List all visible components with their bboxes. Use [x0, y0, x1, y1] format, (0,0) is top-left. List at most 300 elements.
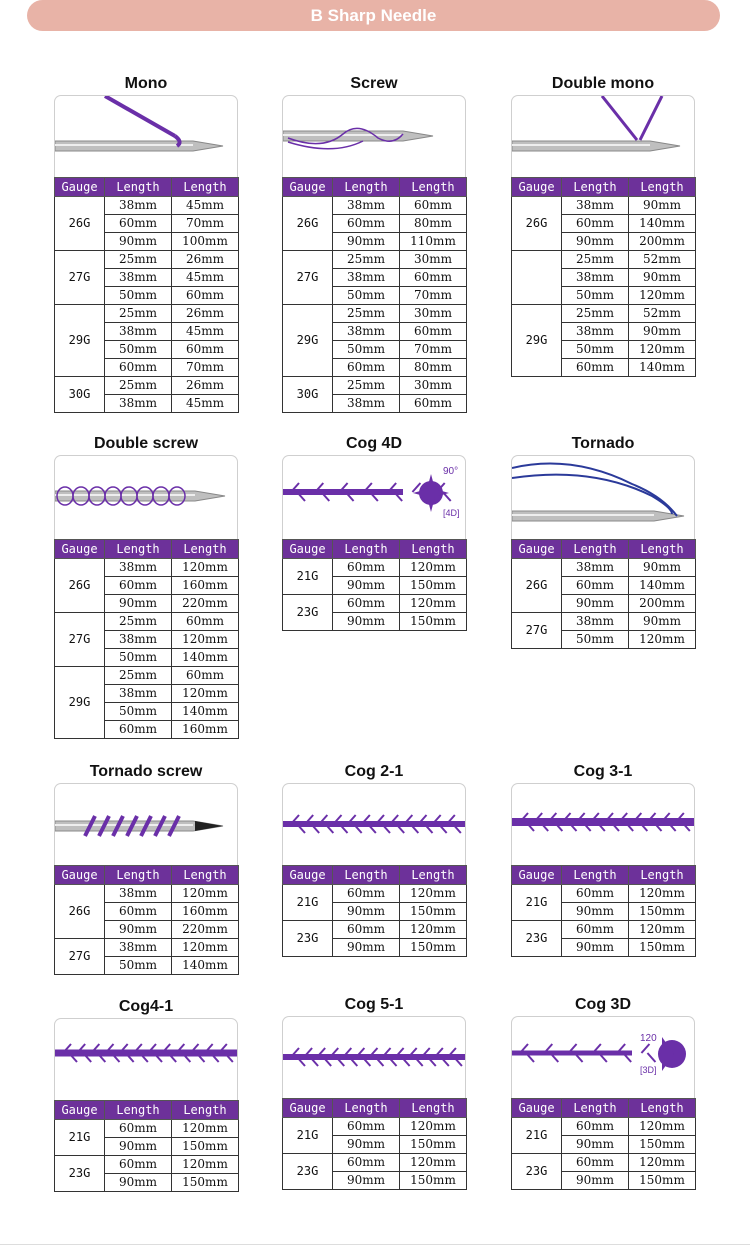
gauge-cell: 21G: [283, 559, 333, 595]
table-row: [512, 305, 696, 323]
length-cell: 140mm: [629, 577, 696, 595]
length-cell: 60mm: [105, 359, 172, 377]
screw-needle-image: [282, 95, 466, 177]
header-cell: Length: [629, 178, 696, 197]
length-cell: 25mm: [562, 305, 629, 323]
gauge-cell: 27G: [283, 251, 333, 305]
length-cell: 90mm: [629, 613, 696, 631]
length-cell: 70mm: [172, 359, 239, 377]
header-cell: Gauge: [55, 178, 105, 197]
gauge-cell: 29G: [55, 305, 105, 377]
length-cell: 120mm: [172, 1120, 239, 1138]
table-row: [512, 1118, 696, 1136]
length-cell: 60mm: [105, 1156, 172, 1174]
header-cell: Length: [562, 540, 629, 559]
gauge-cell: 27G: [55, 939, 105, 975]
table-row: [283, 921, 467, 939]
length-cell: 50mm: [105, 703, 172, 721]
length-cell: 50mm: [333, 341, 400, 359]
table-row: [283, 251, 467, 269]
length-cell: 25mm: [333, 305, 400, 323]
length-cell: 60mm: [105, 577, 172, 595]
length-cell: 60mm: [562, 1118, 629, 1136]
cog-4-1-thread-image: [54, 1018, 238, 1100]
product-card-cog-2-1: [282, 761, 466, 957]
length-cell: 60mm: [400, 197, 467, 215]
product-card-cog-3-1: [511, 761, 695, 957]
length-cell: 90mm: [562, 1136, 629, 1154]
length-cell: 150mm: [629, 903, 696, 921]
dimension-label: [4D]: [443, 508, 460, 518]
length-cell: 38mm: [105, 395, 172, 413]
length-cell: 25mm: [105, 667, 172, 685]
length-cell: 220mm: [172, 595, 239, 613]
length-cell: 140mm: [172, 649, 239, 667]
length-cell: 26mm: [172, 377, 239, 395]
length-cell: 60mm: [562, 921, 629, 939]
gauge-cell: 26G: [55, 197, 105, 251]
spec-table: [511, 1098, 696, 1190]
length-cell: 140mm: [172, 957, 239, 975]
header-cell: Gauge: [512, 866, 562, 885]
product-card-tornado: [511, 433, 695, 649]
length-cell: 90mm: [562, 1172, 629, 1190]
length-cell: 160mm: [172, 577, 239, 595]
product-title: Cog 3-1: [573, 763, 633, 780]
header-cell: Length: [400, 866, 467, 885]
length-cell: 140mm: [629, 359, 696, 377]
tornado-needle-image: [511, 455, 695, 539]
length-cell: 90mm: [629, 269, 696, 287]
length-cell: 80mm: [400, 359, 467, 377]
length-cell: 150mm: [400, 939, 467, 957]
length-cell: 30mm: [400, 305, 467, 323]
length-cell: 38mm: [105, 269, 172, 287]
table-row: [512, 885, 696, 903]
length-cell: 120mm: [400, 595, 467, 613]
header-cell: Length: [172, 540, 239, 559]
length-cell: 30mm: [400, 251, 467, 269]
length-cell: 90mm: [333, 939, 400, 957]
product-card-cog-5-1: [282, 994, 466, 1190]
length-cell: 120mm: [400, 885, 467, 903]
length-cell: 38mm: [333, 323, 400, 341]
length-cell: 26mm: [172, 305, 239, 323]
length-cell: 150mm: [172, 1138, 239, 1156]
tornado-screw-needle-image: [54, 783, 238, 865]
header-cell: Gauge: [55, 1101, 105, 1120]
header-cell: Gauge: [283, 540, 333, 559]
header-cell: Length: [105, 866, 172, 885]
gauge-cell: 21G: [283, 885, 333, 921]
length-cell: 100mm: [172, 233, 239, 251]
spec-table: [282, 1098, 467, 1190]
length-cell: 60mm: [562, 1154, 629, 1172]
header-cell: Length: [172, 1101, 239, 1120]
page-banner: B Sharp Needle: [27, 0, 720, 31]
table-row: [512, 1154, 696, 1172]
length-cell: 60mm: [105, 721, 172, 739]
length-cell: 50mm: [105, 341, 172, 359]
angle-label: 90°: [443, 466, 459, 477]
header-cell: Gauge: [283, 178, 333, 197]
spec-table: [511, 539, 696, 649]
gauge-cell: 21G: [55, 1120, 105, 1156]
length-cell: 38mm: [105, 559, 172, 577]
length-cell: 60mm: [400, 395, 467, 413]
length-cell: 90mm: [629, 197, 696, 215]
length-cell: 52mm: [629, 251, 696, 269]
table-header: [55, 178, 239, 197]
length-cell: 60mm: [333, 1154, 400, 1172]
gauge-cell: 21G: [512, 1118, 562, 1154]
header-cell: Length: [333, 178, 400, 197]
header-cell: Gauge: [55, 540, 105, 559]
double-mono-needle-image: [511, 95, 695, 177]
length-cell: 150mm: [400, 903, 467, 921]
table-row: [512, 921, 696, 939]
table-row: [55, 1120, 239, 1138]
gauge-cell: 23G: [512, 1154, 562, 1190]
cog-3-1-thread-image: [511, 783, 695, 865]
gauge-cell: 30G: [55, 377, 105, 413]
double-screw-needle-image: [54, 455, 238, 539]
spec-table: [282, 177, 467, 413]
length-cell: 60mm: [562, 359, 629, 377]
length-cell: 25mm: [333, 377, 400, 395]
table-row: [512, 559, 696, 577]
length-cell: 26mm: [172, 251, 239, 269]
table-row: [55, 667, 239, 685]
length-cell: 60mm: [333, 885, 400, 903]
gauge-cell: 23G: [512, 921, 562, 957]
table-header: [283, 178, 467, 197]
length-cell: 60mm: [333, 1118, 400, 1136]
gauge-cell: 23G: [283, 1154, 333, 1190]
length-cell: 38mm: [333, 269, 400, 287]
length-cell: 25mm: [105, 251, 172, 269]
length-cell: 90mm: [105, 1174, 172, 1192]
table-header: [512, 1099, 696, 1118]
length-cell: 150mm: [400, 613, 467, 631]
length-cell: 90mm: [333, 577, 400, 595]
length-cell: 90mm: [562, 903, 629, 921]
length-cell: 150mm: [629, 1172, 696, 1190]
table-row: [283, 197, 467, 215]
gauge-cell: 29G: [283, 305, 333, 377]
length-cell: 52mm: [629, 305, 696, 323]
product-card-double-screw: [54, 433, 238, 739]
product-card-double-mono: [511, 73, 695, 377]
table-row: [512, 197, 696, 215]
length-cell: 90mm: [562, 939, 629, 957]
gauge-cell: 21G: [283, 1118, 333, 1154]
length-cell: 45mm: [172, 269, 239, 287]
length-cell: 90mm: [333, 1136, 400, 1154]
length-cell: 38mm: [562, 613, 629, 631]
length-cell: 60mm: [333, 559, 400, 577]
table-row: [283, 885, 467, 903]
angle-label: 120: [640, 1033, 657, 1044]
length-cell: 90mm: [629, 559, 696, 577]
length-cell: 140mm: [172, 703, 239, 721]
length-cell: 60mm: [105, 215, 172, 233]
length-cell: 90mm: [105, 233, 172, 251]
header-cell: Length: [333, 866, 400, 885]
table-row: [283, 559, 467, 577]
length-cell: 90mm: [105, 595, 172, 613]
product-card-screw: [282, 73, 466, 413]
length-cell: 38mm: [333, 197, 400, 215]
length-cell: 60mm: [562, 215, 629, 233]
spec-table: [54, 539, 239, 739]
length-cell: 60mm: [400, 269, 467, 287]
length-cell: 160mm: [172, 903, 239, 921]
length-cell: 90mm: [333, 903, 400, 921]
table-row: [283, 377, 467, 395]
spec-table: [511, 865, 696, 957]
length-cell: 90mm: [105, 921, 172, 939]
length-cell: 25mm: [105, 613, 172, 631]
length-cell: 45mm: [172, 197, 239, 215]
gauge-cell: 30G: [283, 377, 333, 413]
gauge-cell: 23G: [283, 595, 333, 631]
length-cell: 38mm: [105, 197, 172, 215]
header-cell: Length: [105, 178, 172, 197]
table-row: [55, 939, 239, 957]
spec-table: [54, 865, 239, 975]
header-cell: Length: [105, 1101, 172, 1120]
header-cell: Gauge: [512, 1099, 562, 1118]
length-cell: 60mm: [562, 577, 629, 595]
table-header: [512, 178, 696, 197]
product-title: Double mono: [551, 75, 655, 92]
length-cell: 200mm: [629, 595, 696, 613]
table-row: [55, 885, 239, 903]
product-title: Screw: [350, 75, 398, 92]
length-cell: 38mm: [105, 685, 172, 703]
length-cell: 120mm: [629, 885, 696, 903]
length-cell: 220mm: [172, 921, 239, 939]
cog-4d-thread-image: [282, 455, 466, 539]
length-cell: 120mm: [400, 559, 467, 577]
length-cell: 50mm: [105, 649, 172, 667]
header-cell: Length: [172, 866, 239, 885]
gauge-cell: 29G: [55, 667, 105, 739]
length-cell: 120mm: [172, 939, 239, 957]
gauge-cell: 29G: [512, 305, 562, 377]
length-cell: 120mm: [172, 885, 239, 903]
length-cell: 150mm: [400, 1136, 467, 1154]
length-cell: 60mm: [333, 595, 400, 613]
table-row: [283, 1154, 467, 1172]
length-cell: 60mm: [562, 885, 629, 903]
product-title: Tornado: [571, 435, 635, 452]
length-cell: 70mm: [400, 287, 467, 305]
product-title: Cog 5-1: [344, 996, 404, 1013]
table-row: [512, 613, 696, 631]
spec-table: [54, 1100, 239, 1192]
length-cell: 38mm: [562, 269, 629, 287]
length-cell: 25mm: [105, 377, 172, 395]
length-cell: 150mm: [172, 1174, 239, 1192]
gauge-cell: 26G: [55, 559, 105, 613]
table-header: [55, 1101, 239, 1120]
length-cell: 60mm: [333, 359, 400, 377]
header-cell: Length: [629, 1099, 696, 1118]
spec-table: [282, 865, 467, 957]
length-cell: 140mm: [629, 215, 696, 233]
product-title: Double screw: [93, 435, 199, 452]
length-cell: 38mm: [562, 323, 629, 341]
header-cell: Gauge: [512, 540, 562, 559]
product-title: Cog 3D: [575, 996, 631, 1013]
table-header: [283, 866, 467, 885]
length-cell: 38mm: [105, 885, 172, 903]
spec-table: [282, 539, 467, 631]
gauge-cell: [512, 251, 562, 305]
length-cell: 150mm: [629, 1136, 696, 1154]
length-cell: 90mm: [629, 323, 696, 341]
table-header: [55, 866, 239, 885]
length-cell: 90mm: [562, 595, 629, 613]
length-cell: 38mm: [333, 395, 400, 413]
length-cell: 120mm: [172, 1156, 239, 1174]
product-title: Cog 2-1: [344, 763, 404, 780]
length-cell: 50mm: [562, 287, 629, 305]
header-cell: Length: [400, 1099, 467, 1118]
length-cell: 60mm: [172, 287, 239, 305]
table-header: [283, 1099, 467, 1118]
length-cell: 70mm: [172, 215, 239, 233]
header-cell: Gauge: [512, 178, 562, 197]
length-cell: 45mm: [172, 395, 239, 413]
gauge-cell: 26G: [283, 197, 333, 251]
product-card-mono: [54, 73, 238, 413]
length-cell: 30mm: [400, 377, 467, 395]
header-cell: Length: [562, 1099, 629, 1118]
header-cell: Gauge: [283, 1099, 333, 1118]
table-row: [55, 197, 239, 215]
header-cell: Length: [400, 540, 467, 559]
header-cell: Length: [333, 540, 400, 559]
length-cell: 120mm: [172, 685, 239, 703]
length-cell: 150mm: [400, 1172, 467, 1190]
divider: [0, 1244, 750, 1245]
table-header: [512, 866, 696, 885]
header-cell: Length: [172, 178, 239, 197]
length-cell: 60mm: [172, 341, 239, 359]
length-cell: 120mm: [400, 1118, 467, 1136]
table-header: [512, 540, 696, 559]
header-cell: Length: [629, 866, 696, 885]
length-cell: 70mm: [400, 341, 467, 359]
table-row: [512, 251, 696, 269]
length-cell: 120mm: [172, 631, 239, 649]
mono-needle-image: [54, 95, 238, 177]
spec-table: [511, 177, 696, 377]
gauge-cell: 26G: [512, 197, 562, 251]
length-cell: 50mm: [105, 957, 172, 975]
length-cell: 60mm: [400, 323, 467, 341]
length-cell: 25mm: [562, 251, 629, 269]
length-cell: 50mm: [562, 631, 629, 649]
length-cell: 120mm: [629, 341, 696, 359]
header-cell: Gauge: [283, 866, 333, 885]
length-cell: 120mm: [172, 559, 239, 577]
table-row: [55, 559, 239, 577]
length-cell: 110mm: [400, 233, 467, 251]
length-cell: 38mm: [105, 939, 172, 957]
length-cell: 60mm: [333, 215, 400, 233]
length-cell: 120mm: [629, 921, 696, 939]
length-cell: 45mm: [172, 323, 239, 341]
dimension-label: [3D]: [640, 1065, 657, 1075]
length-cell: 25mm: [105, 305, 172, 323]
cog-3d-thread-image: [511, 1016, 695, 1098]
gauge-cell: 21G: [512, 885, 562, 921]
table-row: [55, 377, 239, 395]
length-cell: 120mm: [400, 921, 467, 939]
cog-5-1-thread-image: [282, 1016, 466, 1098]
length-cell: 50mm: [333, 287, 400, 305]
spec-table: [54, 177, 239, 413]
table-row: [283, 1118, 467, 1136]
table-row: [283, 305, 467, 323]
header-cell: Gauge: [55, 866, 105, 885]
length-cell: 60mm: [333, 921, 400, 939]
length-cell: 50mm: [105, 287, 172, 305]
header-cell: Length: [562, 866, 629, 885]
table-row: [55, 305, 239, 323]
cog-2-1-thread-image: [282, 783, 466, 865]
length-cell: 25mm: [333, 251, 400, 269]
length-cell: 120mm: [629, 1154, 696, 1172]
length-cell: 150mm: [400, 577, 467, 595]
table-header: [55, 540, 239, 559]
length-cell: 120mm: [629, 1118, 696, 1136]
length-cell: 60mm: [172, 613, 239, 631]
gauge-cell: 23G: [283, 921, 333, 957]
product-card-cog-3d: [511, 994, 695, 1190]
product-title: Tornado screw: [89, 763, 203, 780]
length-cell: 150mm: [629, 939, 696, 957]
length-cell: 90mm: [333, 233, 400, 251]
length-cell: 38mm: [105, 631, 172, 649]
table-header: [283, 540, 467, 559]
table-row: [55, 1156, 239, 1174]
header-cell: Length: [333, 1099, 400, 1118]
product-title: Cog 4D: [346, 435, 402, 452]
length-cell: 200mm: [629, 233, 696, 251]
table-row: [55, 613, 239, 631]
header-cell: Length: [562, 178, 629, 197]
product-title: Cog4-1: [118, 998, 174, 1015]
length-cell: 50mm: [562, 341, 629, 359]
length-cell: 60mm: [172, 667, 239, 685]
header-cell: Length: [629, 540, 696, 559]
table-row: [55, 251, 239, 269]
length-cell: 90mm: [562, 233, 629, 251]
length-cell: 38mm: [562, 197, 629, 215]
header-cell: Length: [105, 540, 172, 559]
gauge-cell: 27G: [55, 613, 105, 667]
gauge-cell: 23G: [55, 1156, 105, 1192]
length-cell: 90mm: [333, 613, 400, 631]
gauge-cell: 26G: [55, 885, 105, 939]
header-cell: Length: [400, 178, 467, 197]
length-cell: 60mm: [105, 1120, 172, 1138]
